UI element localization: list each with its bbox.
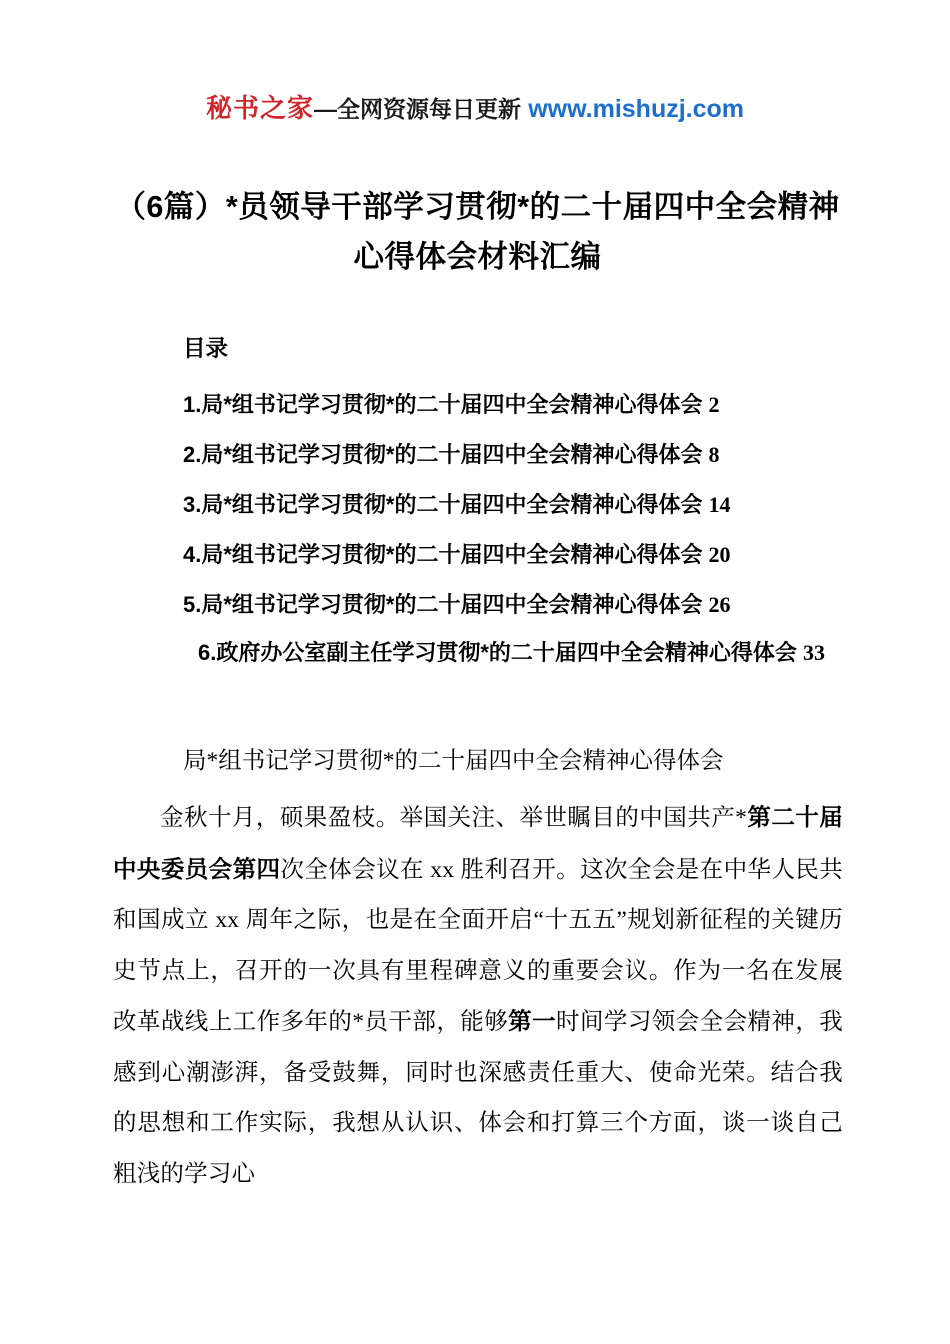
- toc-entry-label: 局*组书记学习贯彻*的二十届四中全会精神心得体会: [201, 592, 703, 617]
- toc-entry-label: 局*组书记学习贯彻*的二十届四中全会精神心得体会: [201, 392, 703, 417]
- paragraph-text-a: 金秋十月，硕果盈枝。举国关注、举世瞩目的中国共产*: [160, 805, 748, 831]
- site-banner: [0, 88, 950, 125]
- toc-entry-label: 局*组书记学习贯彻*的二十届四中全会精神心得体会: [201, 542, 703, 567]
- toc-entry[interactable]: [183, 580, 843, 630]
- toc-entry-page: 8: [708, 442, 720, 467]
- toc-entry-page: 26: [708, 592, 731, 617]
- body-paragraph: [113, 792, 843, 1199]
- section-title: 局*组书记学习贯彻*的二十届四中全会精神心得体会: [183, 748, 724, 774]
- toc-entry-number: 4.: [183, 542, 202, 567]
- page-title: （6篇）*员领导干部学习贯彻*的二十届四中全会精神心得体会材料汇编: [115, 190, 840, 274]
- paragraph-text-c: 第四: [232, 855, 281, 882]
- toc-entry-number: 2.: [183, 442, 202, 467]
- toc-entry-page: 2: [708, 392, 720, 417]
- paragraph-text-b: 第二十届中央委员会: [113, 804, 843, 882]
- paragraph-text-e: 第一: [508, 1008, 557, 1034]
- toc-entry-label: 政府办公室副主任学习贯彻*的二十届四中全会精神心得体会: [216, 640, 797, 665]
- toc-entry-number: 6.: [198, 640, 217, 665]
- paragraph-text-f: 时间学习领会全会精神，我感到心潮澎湃，备受鼓舞，同时也深感责任重大、使命光荣。结合我的思想和工作实际，我想从认识、体会和打算三个方面，谈一谈自己粗浅的学习心: [113, 1009, 843, 1187]
- toc-entry-page: 20: [708, 542, 731, 567]
- toc-entry-page: 14: [708, 492, 731, 517]
- toc-entry[interactable]: [183, 530, 843, 580]
- toc-heading: 目录: [183, 336, 229, 361]
- toc-entry[interactable]: [183, 380, 843, 430]
- site-tagline: —全网资源每日更新: [314, 96, 521, 122]
- document-body: [113, 738, 843, 1199]
- toc-entry-label: 局*组书记学习贯彻*的二十届四中全会精神心得体会: [201, 492, 703, 517]
- toc-entry-number: 1.: [183, 392, 202, 417]
- toc-entry-page: 33: [802, 640, 825, 665]
- toc-entry-number: 3.: [183, 492, 202, 517]
- paragraph-text-d: 次全体会议在 xx 胜利召开。这次全会是在中华人民共和国成立 xx 周年之际，也是在全面开启“十五五”规划新征程的关键历史节点上，召开的一次具有里程碑意义的重要会议。作为一名在发展改革战线上工作多年的*员干部，能够: [113, 856, 843, 1035]
- site-brand: 秘书之家: [205, 93, 314, 123]
- site-url[interactable]: www.mishuzj.com: [528, 95, 745, 123]
- toc-entry-label: 局*组书记学习贯彻*的二十届四中全会精神心得体会: [201, 442, 703, 467]
- table-of-contents: [113, 332, 843, 676]
- toc-entry[interactable]: [198, 630, 843, 676]
- toc-entry[interactable]: [183, 480, 843, 530]
- toc-entry-number: 5.: [183, 592, 202, 617]
- toc-entry[interactable]: [183, 430, 843, 480]
